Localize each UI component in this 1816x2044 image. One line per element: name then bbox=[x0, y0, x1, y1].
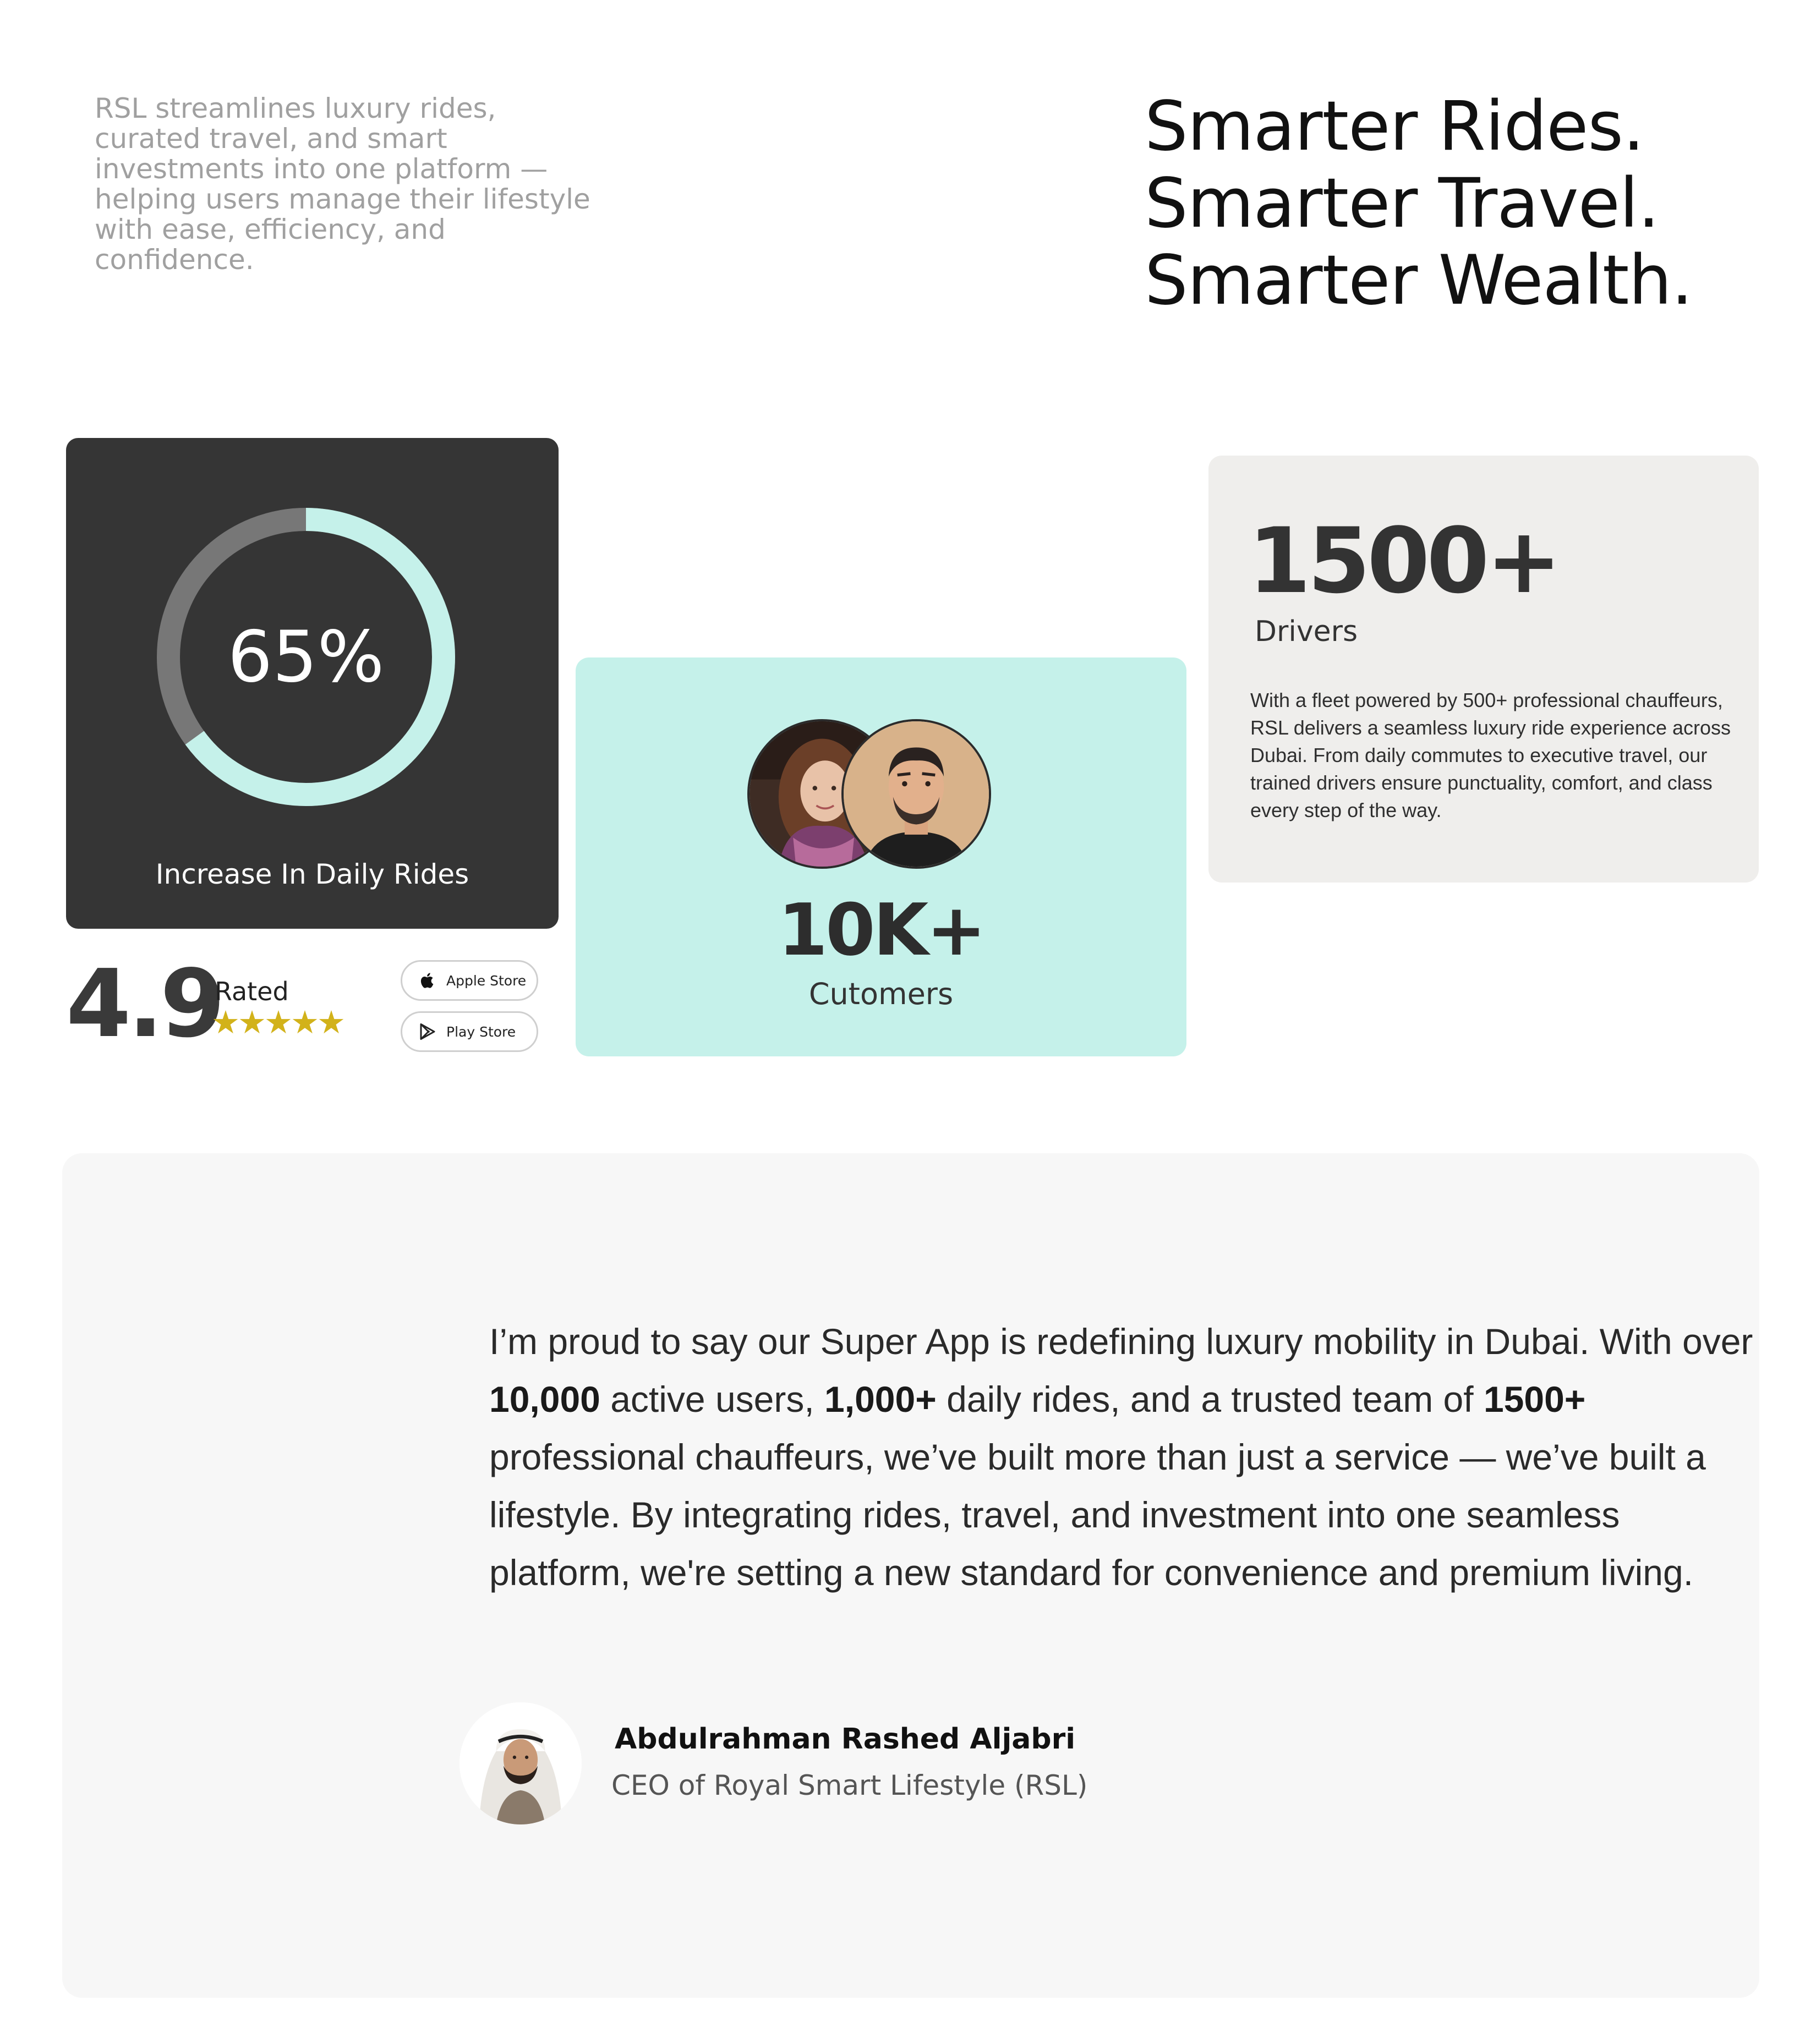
testimonial-quote bbox=[489, 1313, 1755, 1602]
rides-percent: 65% bbox=[227, 616, 385, 698]
quote-text: daily rides, and a trusted team of bbox=[936, 1379, 1484, 1420]
customer-avatar-man bbox=[841, 719, 991, 869]
drivers-description: With a fleet powered by 500+ professional chauffeurs, RSL delivers a seamless luxury ride experience across Dubai. From daily commutes to executive travel, our trained drivers ensure punctuality, comfort, and class every step of the way. bbox=[1250, 689, 1731, 821]
drivers-value: 1500+ bbox=[1248, 508, 1558, 613]
testimonial-card bbox=[62, 1153, 1759, 1998]
quote-highlight-users: 10,000 bbox=[489, 1379, 600, 1420]
rating-value: 4.9 bbox=[66, 950, 222, 1059]
drivers-label: Drivers bbox=[1255, 615, 1358, 648]
apple-icon bbox=[418, 971, 437, 990]
headline-line-travel: Smarter Travel. bbox=[1145, 164, 1659, 243]
play-store-icon bbox=[418, 1022, 437, 1042]
play-store-label: Play Store bbox=[446, 1023, 516, 1040]
quote-text: I’m proud to say our Super App is redefining luxury mobility in Dubai. With over bbox=[489, 1321, 1753, 1362]
apple-store-button[interactable] bbox=[401, 960, 538, 1001]
rating-label: Rated bbox=[215, 977, 289, 1006]
customers-label: Cutomers bbox=[808, 977, 954, 1011]
rides-caption: Increase In Daily Rides bbox=[155, 858, 469, 890]
quote-highlight-rides: 1,000+ bbox=[824, 1379, 937, 1420]
customers-card bbox=[576, 657, 1186, 1056]
headline-line-rides: Smarter Rides. bbox=[1145, 87, 1644, 166]
quote-text: professional chauffeurs, we’ve built more than just a service — we’ve built a lifestyle. By integrating rides, travel, and investment into one seamless platform, we're setting a new standard for convenience and premium living. bbox=[489, 1437, 1706, 1593]
man-portrait-icon bbox=[844, 721, 989, 867]
rating-stars-icon: ★★★★★ bbox=[211, 1004, 343, 1041]
daily-rides-card bbox=[66, 438, 559, 929]
apple-store-label: Apple Store bbox=[446, 972, 527, 989]
customers-value: 10K+ bbox=[778, 888, 984, 972]
ceo-avatar bbox=[460, 1702, 582, 1824]
ceo-title: CEO of Royal Smart Lifestyle (RSL) bbox=[611, 1769, 1088, 1801]
quote-highlight-chauffeurs: 1500+ bbox=[1483, 1379, 1586, 1420]
quote-text: active users, bbox=[600, 1379, 825, 1420]
headline-line-wealth: Smarter Wealth. bbox=[1145, 241, 1693, 320]
headline bbox=[1145, 88, 1772, 319]
intro-paragraph: RSL streamlines luxury rides, curated travel, and smart investments into one platform — helping users manage their lifestyle with ease, efficiency, and confidence. bbox=[95, 92, 590, 276]
ceo-portrait-icon bbox=[460, 1702, 582, 1824]
ceo-name: Abdulrahman Rashed Aljabri bbox=[615, 1723, 1076, 1756]
drivers-card bbox=[1208, 456, 1759, 883]
play-store-button[interactable] bbox=[401, 1011, 538, 1052]
